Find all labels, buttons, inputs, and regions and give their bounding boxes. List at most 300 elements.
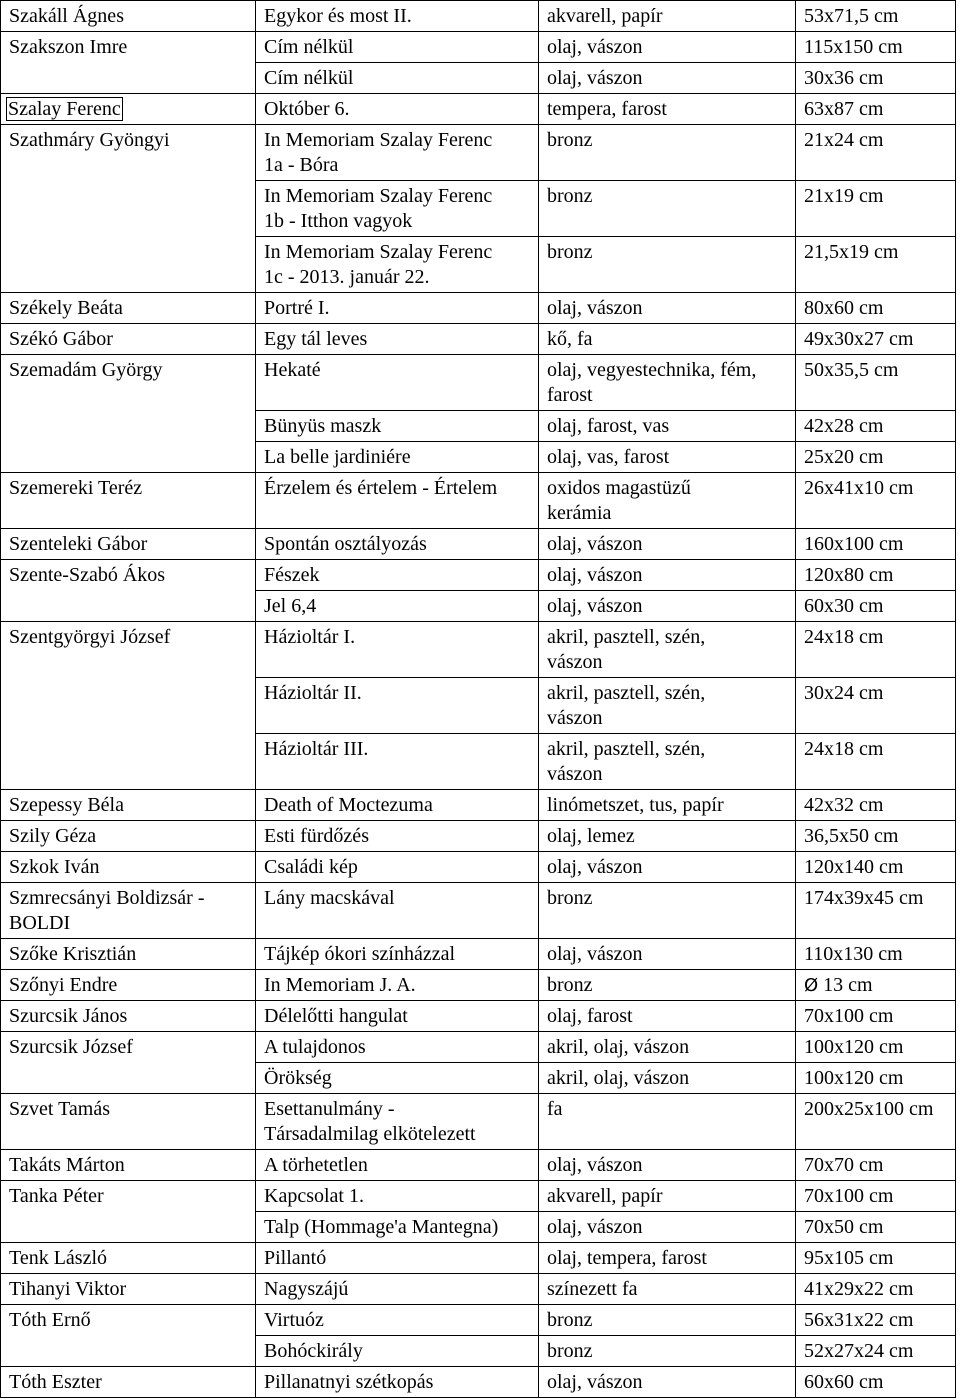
artwork-title: Pillanatnyi szétkopás bbox=[264, 1371, 434, 1393]
size-cell bbox=[796, 939, 956, 970]
artwork-title: Esti fürdőzés bbox=[264, 825, 369, 847]
artwork-size: 174x39x45 cm bbox=[804, 887, 924, 909]
artist-name: Szente-Szabó Ákos bbox=[9, 564, 166, 586]
size-cell bbox=[796, 852, 956, 883]
size-cell bbox=[796, 32, 956, 63]
table-row bbox=[1, 1094, 956, 1150]
artwork-title: Egy tál leves bbox=[264, 328, 368, 350]
artwork-title: Pillantó bbox=[264, 1247, 327, 1269]
artist-cell bbox=[1, 1243, 256, 1274]
medium-cell bbox=[539, 852, 796, 883]
title-cell bbox=[256, 355, 539, 411]
artwork-size: 70x100 cm bbox=[804, 1185, 894, 1207]
artwork-title-line2: 1b - Itthon vagyok bbox=[264, 210, 413, 232]
artwork-title: Jel 6,4 bbox=[264, 595, 317, 617]
table-row bbox=[1, 32, 956, 63]
artwork-size: 100x120 cm bbox=[804, 1036, 904, 1058]
artwork-size: 13 cm bbox=[823, 974, 873, 996]
medium-cell bbox=[539, 94, 796, 125]
size-cell bbox=[796, 821, 956, 852]
artwork-medium: olaj, vászon bbox=[547, 1154, 643, 1176]
artwork-medium: akril, pasztell, szén, bbox=[547, 682, 706, 704]
artist-name: Szily Géza bbox=[9, 825, 97, 847]
artist-cell bbox=[1, 970, 256, 1001]
medium-cell bbox=[539, 591, 796, 622]
medium-cell bbox=[539, 1243, 796, 1274]
artwork-medium: kő, fa bbox=[547, 328, 593, 350]
artwork-medium: bronz bbox=[547, 129, 593, 151]
artwork-medium: olaj, vászon bbox=[547, 1216, 643, 1238]
artist-cell bbox=[1, 852, 256, 883]
artist-name: Szurcsik János bbox=[9, 1005, 128, 1027]
artwork-title: Házioltár II. bbox=[264, 682, 362, 704]
table-row bbox=[1, 970, 956, 1001]
title-cell bbox=[256, 852, 539, 883]
artwork-medium: olaj, vászon bbox=[547, 533, 643, 555]
artwork-title: In Memoriam Szalay Ferenc bbox=[264, 185, 493, 207]
artwork-size: 70x70 cm bbox=[804, 1154, 884, 1176]
artwork-medium: olaj, vas, farost bbox=[547, 446, 670, 468]
artwork-medium: bronz bbox=[547, 887, 593, 909]
artwork-medium: bronz bbox=[547, 1309, 593, 1331]
title-cell bbox=[256, 125, 539, 181]
artist-name: Székely Beáta bbox=[9, 297, 123, 319]
artwork-size: 24x18 cm bbox=[804, 738, 884, 760]
artwork-title: In Memoriam Szalay Ferenc bbox=[264, 241, 493, 263]
artist-name: Tóth Eszter bbox=[9, 1371, 102, 1393]
medium-cell bbox=[539, 790, 796, 821]
artwork-medium: akril, olaj, vászon bbox=[547, 1067, 690, 1089]
artwork-title: Kapcsolat 1. bbox=[264, 1185, 364, 1207]
medium-cell bbox=[539, 622, 796, 678]
title-cell bbox=[256, 883, 539, 939]
table-row bbox=[1, 1305, 956, 1336]
size-cell bbox=[796, 293, 956, 324]
catalog-body bbox=[1, 1, 956, 1398]
artwork-medium: olaj, lemez bbox=[547, 825, 635, 847]
artwork-medium: olaj, vászon bbox=[547, 943, 643, 965]
artwork-size: 120x140 cm bbox=[804, 856, 904, 878]
size-cell bbox=[796, 1094, 956, 1150]
size-cell bbox=[796, 442, 956, 473]
title-cell bbox=[256, 1212, 539, 1243]
medium-cell bbox=[539, 324, 796, 355]
artwork-medium: bronz bbox=[547, 241, 593, 263]
artwork-medium: olaj, vászon bbox=[547, 297, 643, 319]
title-cell bbox=[256, 473, 539, 529]
title-cell bbox=[256, 591, 539, 622]
size-cell bbox=[796, 790, 956, 821]
title-cell bbox=[256, 678, 539, 734]
artwork-title: Cím nélkül bbox=[264, 36, 354, 58]
table-row bbox=[1, 1, 956, 32]
medium-cell bbox=[539, 1181, 796, 1212]
artwork-medium: olaj, vászon bbox=[547, 595, 643, 617]
artist-cell bbox=[1, 1367, 256, 1398]
size-cell bbox=[796, 1181, 956, 1212]
artwork-medium-line2: vászon bbox=[547, 763, 603, 785]
artist-name: Szőnyi Endre bbox=[9, 974, 118, 996]
title-cell bbox=[256, 1305, 539, 1336]
size-cell bbox=[796, 1243, 956, 1274]
artwork-size: 30x36 cm bbox=[804, 67, 884, 89]
size-cell bbox=[796, 883, 956, 939]
artwork-medium: bronz bbox=[547, 185, 593, 207]
medium-cell bbox=[539, 970, 796, 1001]
artwork-medium: színezett fa bbox=[547, 1278, 638, 1300]
artwork-size: 70x100 cm bbox=[804, 1005, 894, 1027]
artist-cell bbox=[1, 324, 256, 355]
artist-name: Szőke Krisztián bbox=[9, 943, 137, 965]
artist-cell bbox=[1, 821, 256, 852]
medium-cell bbox=[539, 1150, 796, 1181]
artwork-title: Cím nélkül bbox=[264, 67, 354, 89]
artist-cell bbox=[1, 1150, 256, 1181]
medium-cell bbox=[539, 883, 796, 939]
artwork-title: Talp (Hommage'a Mantegna) bbox=[264, 1216, 499, 1238]
artwork-title: Hekaté bbox=[264, 359, 321, 381]
artwork-medium: akvarell, papír bbox=[547, 5, 663, 27]
table-row bbox=[1, 1001, 956, 1032]
medium-cell bbox=[539, 529, 796, 560]
artwork-medium-line2: farost bbox=[547, 384, 593, 406]
table-row bbox=[1, 1150, 956, 1181]
artwork-size: 50x35,5 cm bbox=[804, 359, 899, 381]
artwork-size: 95x105 cm bbox=[804, 1247, 894, 1269]
artwork-size: 52x27x24 cm bbox=[804, 1340, 914, 1362]
table-row bbox=[1, 1032, 956, 1063]
artwork-size: 21x24 cm bbox=[804, 129, 884, 151]
medium-cell bbox=[539, 1212, 796, 1243]
size-cell bbox=[796, 591, 956, 622]
title-cell bbox=[256, 1181, 539, 1212]
artist-cell bbox=[1, 939, 256, 970]
medium-cell bbox=[539, 355, 796, 411]
artwork-medium: fa bbox=[547, 1098, 563, 1120]
artwork-medium: olaj, tempera, farost bbox=[547, 1247, 707, 1269]
artwork-medium: olaj, vászon bbox=[547, 36, 643, 58]
artist-cell bbox=[1, 1001, 256, 1032]
title-cell bbox=[256, 529, 539, 560]
size-cell bbox=[796, 1212, 956, 1243]
artwork-title-line2: 1c - 2013. január 22. bbox=[264, 266, 430, 288]
artwork-size: 56x31x22 cm bbox=[804, 1309, 914, 1331]
artist-name: Szakáll Ágnes bbox=[9, 5, 124, 27]
table-row bbox=[1, 560, 956, 591]
diameter-icon: Ø bbox=[804, 975, 819, 996]
table-row bbox=[1, 1367, 956, 1398]
title-cell bbox=[256, 1274, 539, 1305]
table-row bbox=[1, 852, 956, 883]
artwork-title: Egykor és most II. bbox=[264, 5, 412, 27]
title-cell bbox=[256, 622, 539, 678]
medium-cell bbox=[539, 293, 796, 324]
artwork-size: 160x100 cm bbox=[804, 533, 904, 555]
artwork-size: 120x80 cm bbox=[804, 564, 894, 586]
artwork-medium: olaj, vászon bbox=[547, 856, 643, 878]
medium-cell bbox=[539, 181, 796, 237]
table-row bbox=[1, 939, 956, 970]
medium-cell bbox=[539, 560, 796, 591]
title-cell bbox=[256, 821, 539, 852]
artist-name: Tanka Péter bbox=[9, 1185, 104, 1207]
title-cell bbox=[256, 32, 539, 63]
artwork-title-line2: Társadalmilag elkötelezett bbox=[264, 1123, 476, 1145]
medium-cell bbox=[539, 473, 796, 529]
title-cell bbox=[256, 970, 539, 1001]
size-cell bbox=[796, 1032, 956, 1063]
artwork-medium: akril, pasztell, szén, bbox=[547, 626, 706, 648]
title-cell bbox=[256, 1336, 539, 1367]
medium-cell bbox=[539, 237, 796, 293]
title-cell bbox=[256, 1063, 539, 1094]
medium-cell bbox=[539, 1001, 796, 1032]
size-cell bbox=[796, 1063, 956, 1094]
artist-name: Szepessy Béla bbox=[9, 794, 124, 816]
title-cell bbox=[256, 790, 539, 821]
artwork-medium: akvarell, papír bbox=[547, 1185, 663, 1207]
title-cell bbox=[256, 1150, 539, 1181]
table-row bbox=[1, 821, 956, 852]
artwork-size: 30x24 cm bbox=[804, 682, 884, 704]
medium-cell bbox=[539, 442, 796, 473]
artwork-size: 41x29x22 cm bbox=[804, 1278, 914, 1300]
artist-name: Szenteleki Gábor bbox=[9, 533, 148, 555]
artist-cell bbox=[1, 1274, 256, 1305]
artist-cell bbox=[1, 1, 256, 32]
size-cell bbox=[796, 125, 956, 181]
artist-name: Takáts Márton bbox=[9, 1154, 125, 1176]
artwork-title: Bünyüs maszk bbox=[264, 415, 382, 437]
artwork-medium: olaj, farost, vas bbox=[547, 415, 670, 437]
size-cell bbox=[796, 94, 956, 125]
artwork-title: Délelőtti hangulat bbox=[264, 1005, 408, 1027]
artist-name: Székó Gábor bbox=[9, 328, 113, 350]
title-cell bbox=[256, 1001, 539, 1032]
artwork-size: 24x18 cm bbox=[804, 626, 884, 648]
artist-name: Tóth Ernő bbox=[9, 1309, 91, 1331]
artwork-size: 200x25x100 cm bbox=[804, 1098, 934, 1120]
artwork-size: 110x130 cm bbox=[804, 943, 903, 965]
artwork-size: 49x30x27 cm bbox=[804, 328, 914, 350]
title-cell bbox=[256, 293, 539, 324]
medium-cell bbox=[539, 1063, 796, 1094]
artwork-medium: oxidos magastüzű bbox=[547, 477, 691, 499]
table-row bbox=[1, 125, 956, 181]
title-cell bbox=[256, 560, 539, 591]
title-cell bbox=[256, 1032, 539, 1063]
title-cell bbox=[256, 1094, 539, 1150]
artist-cell bbox=[1, 355, 256, 473]
artwork-title: A törhetetlen bbox=[264, 1154, 368, 1176]
artwork-medium: olaj, farost bbox=[547, 1005, 633, 1027]
artist-name: Szemereki Teréz bbox=[9, 477, 143, 499]
artwork-title: Családi kép bbox=[264, 856, 358, 878]
artist-name: Tihanyi Viktor bbox=[9, 1278, 127, 1300]
artist-name: Szkok Iván bbox=[9, 856, 100, 878]
artwork-title: Spontán osztályozás bbox=[264, 533, 427, 555]
title-cell bbox=[256, 181, 539, 237]
artist-cell bbox=[1, 790, 256, 821]
artwork-medium: akril, olaj, vászon bbox=[547, 1036, 690, 1058]
table-row bbox=[1, 529, 956, 560]
artwork-size: 21x19 cm bbox=[804, 185, 884, 207]
artist-name: Szmrecsányi Boldizsár - bbox=[9, 887, 205, 909]
artwork-title: In Memoriam Szalay Ferenc bbox=[264, 129, 493, 151]
size-cell bbox=[796, 560, 956, 591]
artist-cell bbox=[1, 1094, 256, 1150]
artwork-title: Portré I. bbox=[264, 297, 330, 319]
size-cell bbox=[796, 1336, 956, 1367]
artwork-medium: tempera, farost bbox=[547, 98, 667, 120]
size-cell bbox=[796, 622, 956, 678]
medium-cell bbox=[539, 1336, 796, 1367]
artist-name: Szurcsik József bbox=[9, 1036, 133, 1058]
table-row bbox=[1, 790, 956, 821]
size-cell bbox=[796, 1, 956, 32]
artwork-size: 70x50 cm bbox=[804, 1216, 884, 1238]
artwork-size: 42x28 cm bbox=[804, 415, 884, 437]
medium-cell bbox=[539, 821, 796, 852]
artwork-medium-line2: vászon bbox=[547, 707, 603, 729]
artwork-title: Tájkép ókori színházzal bbox=[264, 943, 456, 965]
title-cell bbox=[256, 237, 539, 293]
artwork-size: 60x30 cm bbox=[804, 595, 884, 617]
artwork-title: Érzelem és értelem - Értelem bbox=[264, 477, 498, 499]
table-row bbox=[1, 94, 956, 125]
artwork-medium: bronz bbox=[547, 1340, 593, 1362]
artwork-title: La belle jardiniére bbox=[264, 446, 411, 468]
table-row bbox=[1, 293, 956, 324]
artist-cell bbox=[1, 883, 256, 939]
artwork-title: Örökség bbox=[264, 1067, 332, 1089]
artist-name: Szentgyörgyi József bbox=[9, 626, 171, 648]
artwork-size: 115x150 cm bbox=[804, 36, 903, 58]
title-cell bbox=[256, 94, 539, 125]
table-row bbox=[1, 324, 956, 355]
artwork-title: Virtuóz bbox=[264, 1309, 324, 1331]
artwork-medium: akril, pasztell, szén, bbox=[547, 738, 706, 760]
artwork-size: 26x41x10 cm bbox=[804, 477, 914, 499]
artwork-size: 21,5x19 cm bbox=[804, 241, 899, 263]
size-cell bbox=[796, 355, 956, 411]
artist-cell bbox=[1, 1032, 256, 1094]
title-cell bbox=[256, 63, 539, 94]
artwork-size: 25x20 cm bbox=[804, 446, 884, 468]
artwork-title: Bohóckirály bbox=[264, 1340, 363, 1362]
artwork-medium-line2: kerámia bbox=[547, 502, 612, 524]
medium-cell bbox=[539, 1094, 796, 1150]
medium-cell bbox=[539, 32, 796, 63]
size-cell bbox=[796, 237, 956, 293]
medium-cell bbox=[539, 1367, 796, 1398]
table-row bbox=[1, 355, 956, 411]
size-cell bbox=[796, 324, 956, 355]
table-row bbox=[1, 473, 956, 529]
artwork-size: 42x32 cm bbox=[804, 794, 884, 816]
table-row bbox=[1, 1181, 956, 1212]
artist-name: Szemadám György bbox=[9, 359, 163, 381]
size-cell bbox=[796, 181, 956, 237]
table-row bbox=[1, 1274, 956, 1305]
artist-name: Tenk László bbox=[9, 1247, 108, 1269]
size-cell bbox=[796, 1274, 956, 1305]
artist-name: Szalay Ferenc bbox=[8, 98, 121, 120]
table-row bbox=[1, 622, 956, 678]
table-row bbox=[1, 883, 956, 939]
title-cell bbox=[256, 442, 539, 473]
table-row bbox=[1, 1243, 956, 1274]
artwork-title: In Memoriam J. A. bbox=[264, 974, 416, 996]
medium-cell bbox=[539, 1274, 796, 1305]
artwork-title-line2: 1a - Bóra bbox=[264, 154, 339, 176]
medium-cell bbox=[539, 63, 796, 94]
title-cell bbox=[256, 1367, 539, 1398]
title-cell bbox=[256, 324, 539, 355]
artist-cell bbox=[1, 473, 256, 529]
artwork-medium: linómetszet, tus, papír bbox=[547, 794, 724, 816]
artwork-size: 63x87 cm bbox=[804, 98, 884, 120]
artist-name-line2: BOLDI bbox=[9, 912, 71, 934]
medium-cell bbox=[539, 939, 796, 970]
artist-cell bbox=[1, 125, 256, 293]
artist-cell bbox=[1, 32, 256, 94]
medium-cell bbox=[539, 411, 796, 442]
artist-cell bbox=[1, 94, 256, 125]
title-cell bbox=[256, 734, 539, 790]
size-cell bbox=[796, 63, 956, 94]
artwork-title: A tulajdonos bbox=[264, 1036, 366, 1058]
medium-cell bbox=[539, 1032, 796, 1063]
artist-cell bbox=[1, 529, 256, 560]
artist-name: Szathmáry Gyöngyi bbox=[9, 129, 170, 151]
size-cell bbox=[796, 411, 956, 442]
artwork-title: Esettanulmány - bbox=[264, 1098, 395, 1120]
size-cell bbox=[796, 734, 956, 790]
artwork-title: Október 6. bbox=[264, 98, 350, 120]
artwork-title: Death of Moctezuma bbox=[264, 794, 433, 816]
medium-cell bbox=[539, 1, 796, 32]
artist-cell bbox=[1, 1305, 256, 1367]
medium-cell bbox=[539, 678, 796, 734]
size-cell bbox=[796, 473, 956, 529]
artwork-size: 80x60 cm bbox=[804, 297, 884, 319]
artwork-size: 36,5x50 cm bbox=[804, 825, 899, 847]
title-cell bbox=[256, 1, 539, 32]
size-cell bbox=[796, 678, 956, 734]
size-cell bbox=[796, 970, 956, 1001]
size-cell bbox=[796, 1367, 956, 1398]
artwork-medium-line2: vászon bbox=[547, 651, 603, 673]
artwork-title: Fészek bbox=[264, 564, 320, 586]
artist-cell bbox=[1, 622, 256, 790]
artwork-title: Házioltár I. bbox=[264, 626, 356, 648]
artwork-medium: olaj, vászon bbox=[547, 564, 643, 586]
artist-cell bbox=[1, 1181, 256, 1243]
artist-name: Szvet Tamás bbox=[9, 1098, 110, 1120]
artwork-title: Lány macskával bbox=[264, 887, 395, 909]
artwork-size: 53x71,5 cm bbox=[804, 5, 899, 27]
artwork-medium: bronz bbox=[547, 974, 593, 996]
artwork-medium: olaj, vegyestechnika, fém, bbox=[547, 359, 757, 381]
medium-cell bbox=[539, 125, 796, 181]
artwork-medium: olaj, vászon bbox=[547, 1371, 643, 1393]
artwork-size: 100x120 cm bbox=[804, 1067, 904, 1089]
title-cell bbox=[256, 939, 539, 970]
size-cell bbox=[796, 1305, 956, 1336]
artist-name: Szakszon Imre bbox=[9, 36, 128, 58]
artwork-medium: olaj, vászon bbox=[547, 67, 643, 89]
